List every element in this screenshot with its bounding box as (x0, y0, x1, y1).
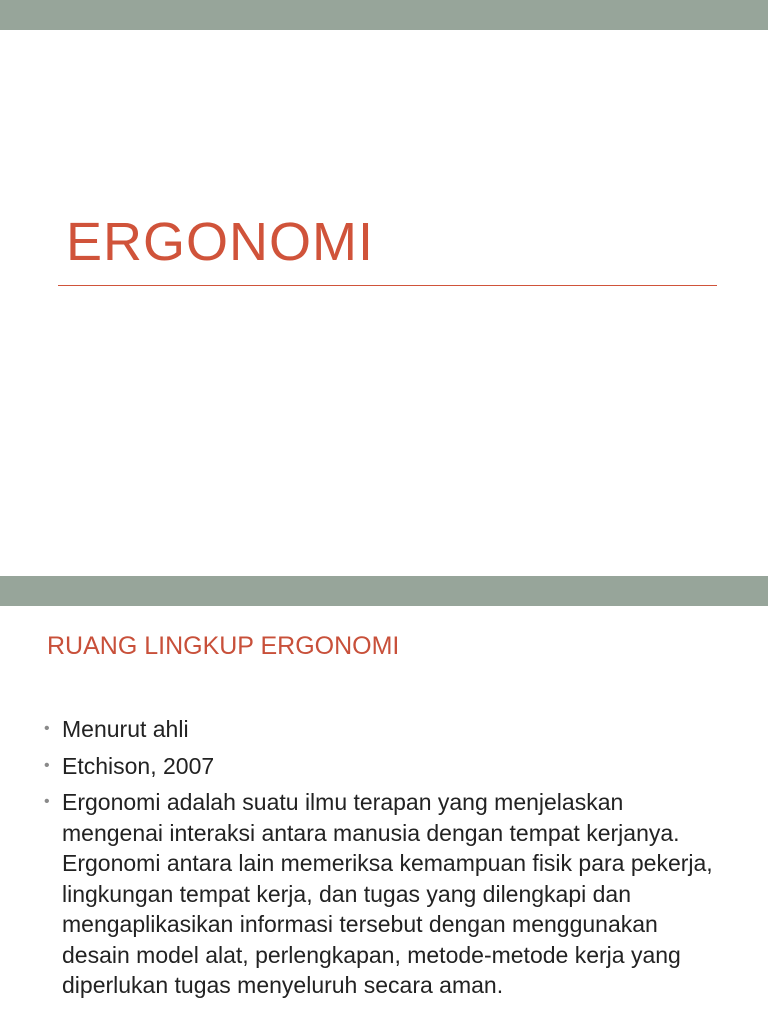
bullet-dot-icon: • (44, 756, 50, 774)
section-title: RUANG LINGKUP ERGONOMI (47, 632, 400, 660)
bullet-text: Ergonomi adalah suatu ilmu terapan yang menjelaskan mengenai interaksi antara manusia dengan tempat kerjanya. Ergonomi antara lain memeriksa kemampuan fisik para pekerja, lingkungan tempat kerja, dan tugas yang dilengkapi dan mengaplikasikan informasi tersebut dengan menggunakan desain model alat, perlengkapan, metode-metode kerja yang diperlukan tugas menyeluruh secara aman. (62, 789, 713, 998)
top-accent-bar (0, 0, 768, 30)
title-underline (58, 285, 717, 286)
bullet-text: Etchison, 2007 (62, 752, 215, 779)
bullet-list (0, 714, 768, 1007)
bullet-item (0, 714, 722, 745)
slide-title: ERGONOMI (66, 212, 375, 272)
bullet-dot-icon: • (44, 720, 50, 737)
bullet-item (0, 751, 722, 782)
bullet-dot-icon: • (44, 793, 50, 810)
slide-divider-bar (0, 576, 768, 606)
bullet-item (0, 787, 722, 1001)
bullet-text: Menurut ahli (62, 716, 189, 742)
